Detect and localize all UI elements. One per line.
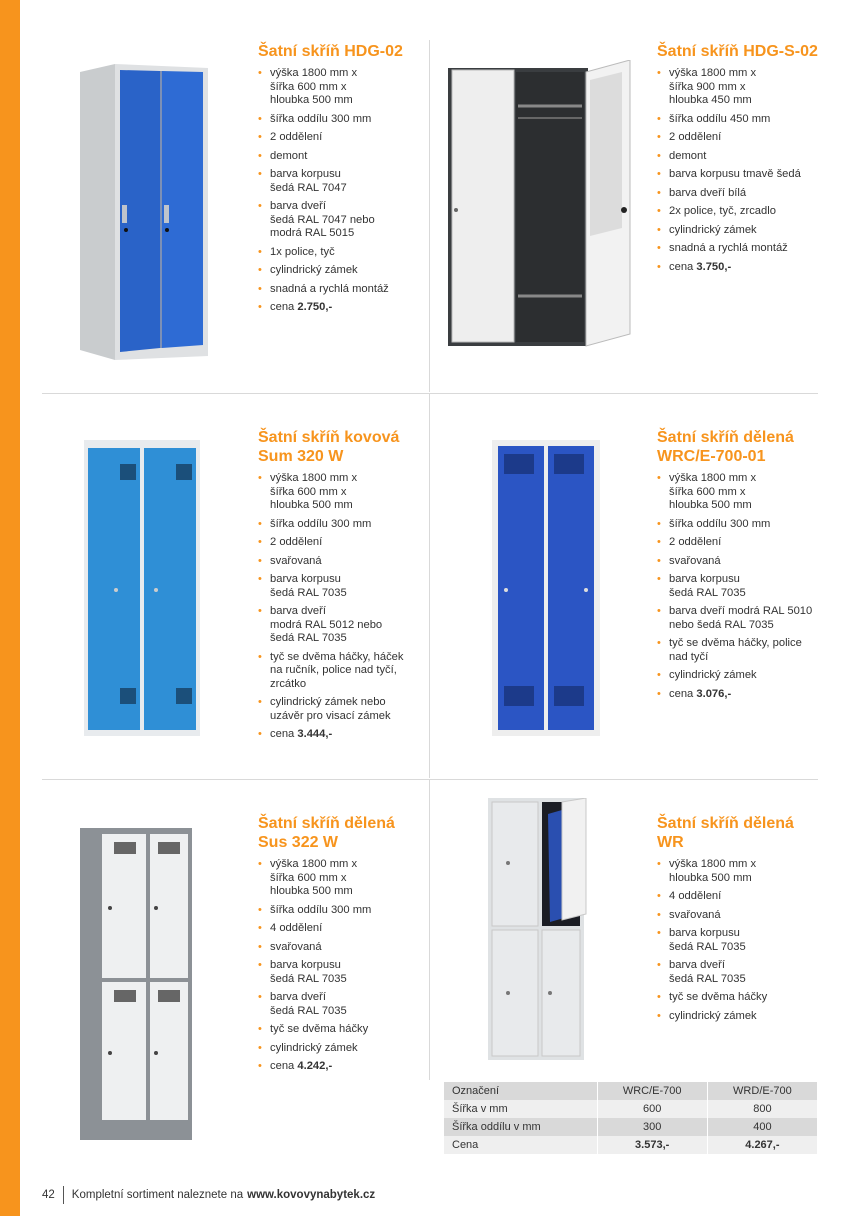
price-label: cena xyxy=(669,260,694,273)
spec-item: • 2 oddělení xyxy=(657,131,827,145)
table-row xyxy=(444,1136,818,1154)
spec-item: • barva dveří modrá RAL 5012 nebo šedá RAL 7035 xyxy=(258,605,424,646)
spec-item: • barva korpusu šedá RAL 7035 xyxy=(657,927,827,954)
spec-item: • výška 1800 mm x šířka 600 mm x hloubka 500 mm xyxy=(258,472,424,513)
spec-item: • tyč se dvěma háčky, háček na ručník, police nad tyčí, zrcátko xyxy=(258,651,424,692)
product-wrc-e-700-01 xyxy=(657,428,827,706)
spec-item: • barva dveří šedá RAL 7047 nebo modrá RAL 5015 xyxy=(258,200,424,241)
spec-item: • barva korpusu šedá RAL 7047 xyxy=(258,168,424,195)
price-label: cena xyxy=(270,1060,295,1072)
product-title: Šatní skříň HDG-S-02 xyxy=(657,43,818,60)
spec-item: • cylindrický zámek xyxy=(657,1010,827,1024)
locker-hdg-s-02-image xyxy=(446,60,632,350)
spec-item: • barva korpusu šedá RAL 7035 xyxy=(258,573,424,600)
spec-item: • demont xyxy=(657,150,827,164)
product-sum-320-w xyxy=(258,428,424,747)
page-number: 42 xyxy=(42,1189,55,1201)
spec-list xyxy=(657,67,827,274)
spec-item: • barva dveří šedá RAL 7035 xyxy=(657,959,827,986)
spec-item: • výška 1800 mm x šířka 900 mm x hloubka 450 mm xyxy=(657,67,827,108)
grid-divider-vertical-3 xyxy=(429,780,430,1080)
spec-item: • svařovaná xyxy=(657,555,827,569)
table-cell: 800 xyxy=(707,1100,817,1118)
table-header-cell: WRC/E-700 xyxy=(597,1082,707,1100)
spec-item: • výška 1800 mm x šířka 600 mm x hloubka 500 mm xyxy=(258,67,424,108)
price-label: cena xyxy=(270,301,295,313)
table-row xyxy=(444,1100,818,1118)
spec-item: • cylindrický zámek xyxy=(258,1042,424,1056)
table-cell: 600 xyxy=(597,1100,707,1118)
table-cell: 3.573,- xyxy=(597,1136,707,1154)
spec-item: • šířka oddílu 300 mm xyxy=(258,904,424,918)
spec-item: • svařovaná xyxy=(657,909,827,923)
orange-side-bar xyxy=(0,0,20,1216)
spec-item: • svařovaná xyxy=(258,941,424,955)
spec-item: • 2 oddělení xyxy=(258,131,424,145)
product-title: Šatní skříň dělená WR xyxy=(657,815,794,851)
table-cell: Šířka oddílu v mm xyxy=(444,1118,597,1136)
table-row xyxy=(444,1082,818,1100)
price-label: cena xyxy=(669,687,694,700)
spec-item: • výška 1800 mm x šířka 600 mm x hloubka 500 mm xyxy=(258,858,424,899)
table-cell: 4.267,- xyxy=(707,1136,817,1154)
grid-divider-vertical-1 xyxy=(429,40,430,392)
table-cell: 300 xyxy=(597,1118,707,1136)
table-row xyxy=(444,1118,818,1136)
spec-item: • demont xyxy=(258,150,424,164)
product-sus-322-w xyxy=(258,814,424,1079)
price-value: 4.242,- xyxy=(297,1060,333,1072)
locker-sum-320-w-image xyxy=(84,440,200,740)
page-footer xyxy=(42,1186,375,1204)
price-label: cena xyxy=(270,728,295,740)
price-item xyxy=(258,728,424,742)
spec-item: • 2 oddělení xyxy=(258,536,424,550)
grid-divider-horizontal-2 xyxy=(42,779,818,780)
spec-list xyxy=(657,858,827,1023)
price-item xyxy=(258,301,424,315)
spec-item: • barva korpusu šedá RAL 7035 xyxy=(258,959,424,986)
spec-item: • výška 1800 mm x hloubka 500 mm xyxy=(657,858,827,885)
price-table xyxy=(444,1082,818,1154)
footer-url-link[interactable]: www.kovovynabytek.cz xyxy=(247,1189,376,1201)
table-header-cell: Označení xyxy=(444,1082,597,1100)
product-title: Šatní skříň dělená Sus 322 W xyxy=(258,815,395,851)
spec-item: • šířka oddílu 300 mm xyxy=(258,113,424,127)
spec-item: • 4 oddělení xyxy=(258,922,424,936)
spec-item: • cylindrický zámek xyxy=(657,669,827,683)
spec-list xyxy=(258,858,424,1074)
locker-sus-322-w-image xyxy=(80,828,192,1140)
grid-divider-horizontal-1 xyxy=(42,393,818,394)
spec-item: • cylindrický zámek nebo uzávěr pro visací zámek xyxy=(258,696,424,723)
footer-text: Kompletní sortiment naleznete na xyxy=(71,1189,244,1201)
product-title: Šatní skříň kovová Sum 320 W xyxy=(258,429,400,465)
price-value: 3.750,- xyxy=(696,260,732,273)
locker-wrc-e-700-01-image xyxy=(492,440,600,736)
product-wr xyxy=(657,814,827,1028)
spec-list xyxy=(258,472,424,742)
price-value: 2.750,- xyxy=(297,301,333,313)
table-cell: Cena xyxy=(444,1136,597,1154)
price-item xyxy=(657,688,827,702)
spec-item: • svařovaná xyxy=(258,555,424,569)
table-cell: 400 xyxy=(707,1118,817,1136)
spec-item: • cylindrický zámek xyxy=(258,264,424,278)
product-hdg-02 xyxy=(258,42,424,320)
product-hdg-s-02 xyxy=(657,42,827,279)
price-item xyxy=(258,1060,424,1074)
price-value: 3.444,- xyxy=(297,728,333,740)
spec-item: • 2x police, tyč, zrcadlo xyxy=(657,205,827,219)
spec-item: • šířka oddílu 300 mm xyxy=(258,518,424,532)
spec-item: • 2 oddělení xyxy=(657,536,827,550)
spec-item: • výška 1800 mm x šířka 600 mm x hloubka 500 mm xyxy=(657,472,827,513)
spec-item: • barva dveří šedá RAL 7035 xyxy=(258,991,424,1018)
table-cell: Šířka v mm xyxy=(444,1100,597,1118)
spec-item: • tyč se dvěma háčky xyxy=(258,1023,424,1037)
spec-item: • barva dveří bílá xyxy=(657,187,827,201)
product-title: Šatní skříň HDG-02 xyxy=(258,43,403,60)
spec-item: • barva dveří modrá RAL 5010 nebo šedá RAL 7035 xyxy=(657,605,827,632)
spec-item: • tyč se dvěma háčky, police nad tyčí xyxy=(657,637,827,664)
footer-divider xyxy=(63,1186,64,1204)
locker-wr-image xyxy=(488,798,588,1064)
spec-item: • 4 oddělení xyxy=(657,890,827,904)
spec-item: • tyč se dvěma háčky xyxy=(657,991,827,1005)
spec-item: • barva korpusu tmavě šedá xyxy=(657,168,827,182)
price-value: 3.076,- xyxy=(696,687,732,700)
product-title: Šatní skříň dělená WRC/E-700-01 xyxy=(657,429,794,465)
grid-divider-vertical-2 xyxy=(429,394,430,778)
spec-item: • cylindrický zámek xyxy=(657,224,827,238)
spec-item: • šířka oddílu 300 mm xyxy=(657,518,827,532)
locker-hdg-02-image xyxy=(70,60,220,370)
spec-item: • snadná a rychlá montáž xyxy=(657,242,827,256)
spec-item: • snadná a rychlá montáž xyxy=(258,283,424,297)
price-item xyxy=(657,261,827,275)
spec-list xyxy=(657,472,827,701)
spec-list xyxy=(258,67,424,315)
spec-item: • šířka oddílu 450 mm xyxy=(657,113,827,127)
spec-item: • barva korpusu šedá RAL 7035 xyxy=(657,573,827,600)
table-header-cell: WRD/E-700 xyxy=(707,1082,817,1100)
spec-item: • 1x police, tyč xyxy=(258,246,424,260)
